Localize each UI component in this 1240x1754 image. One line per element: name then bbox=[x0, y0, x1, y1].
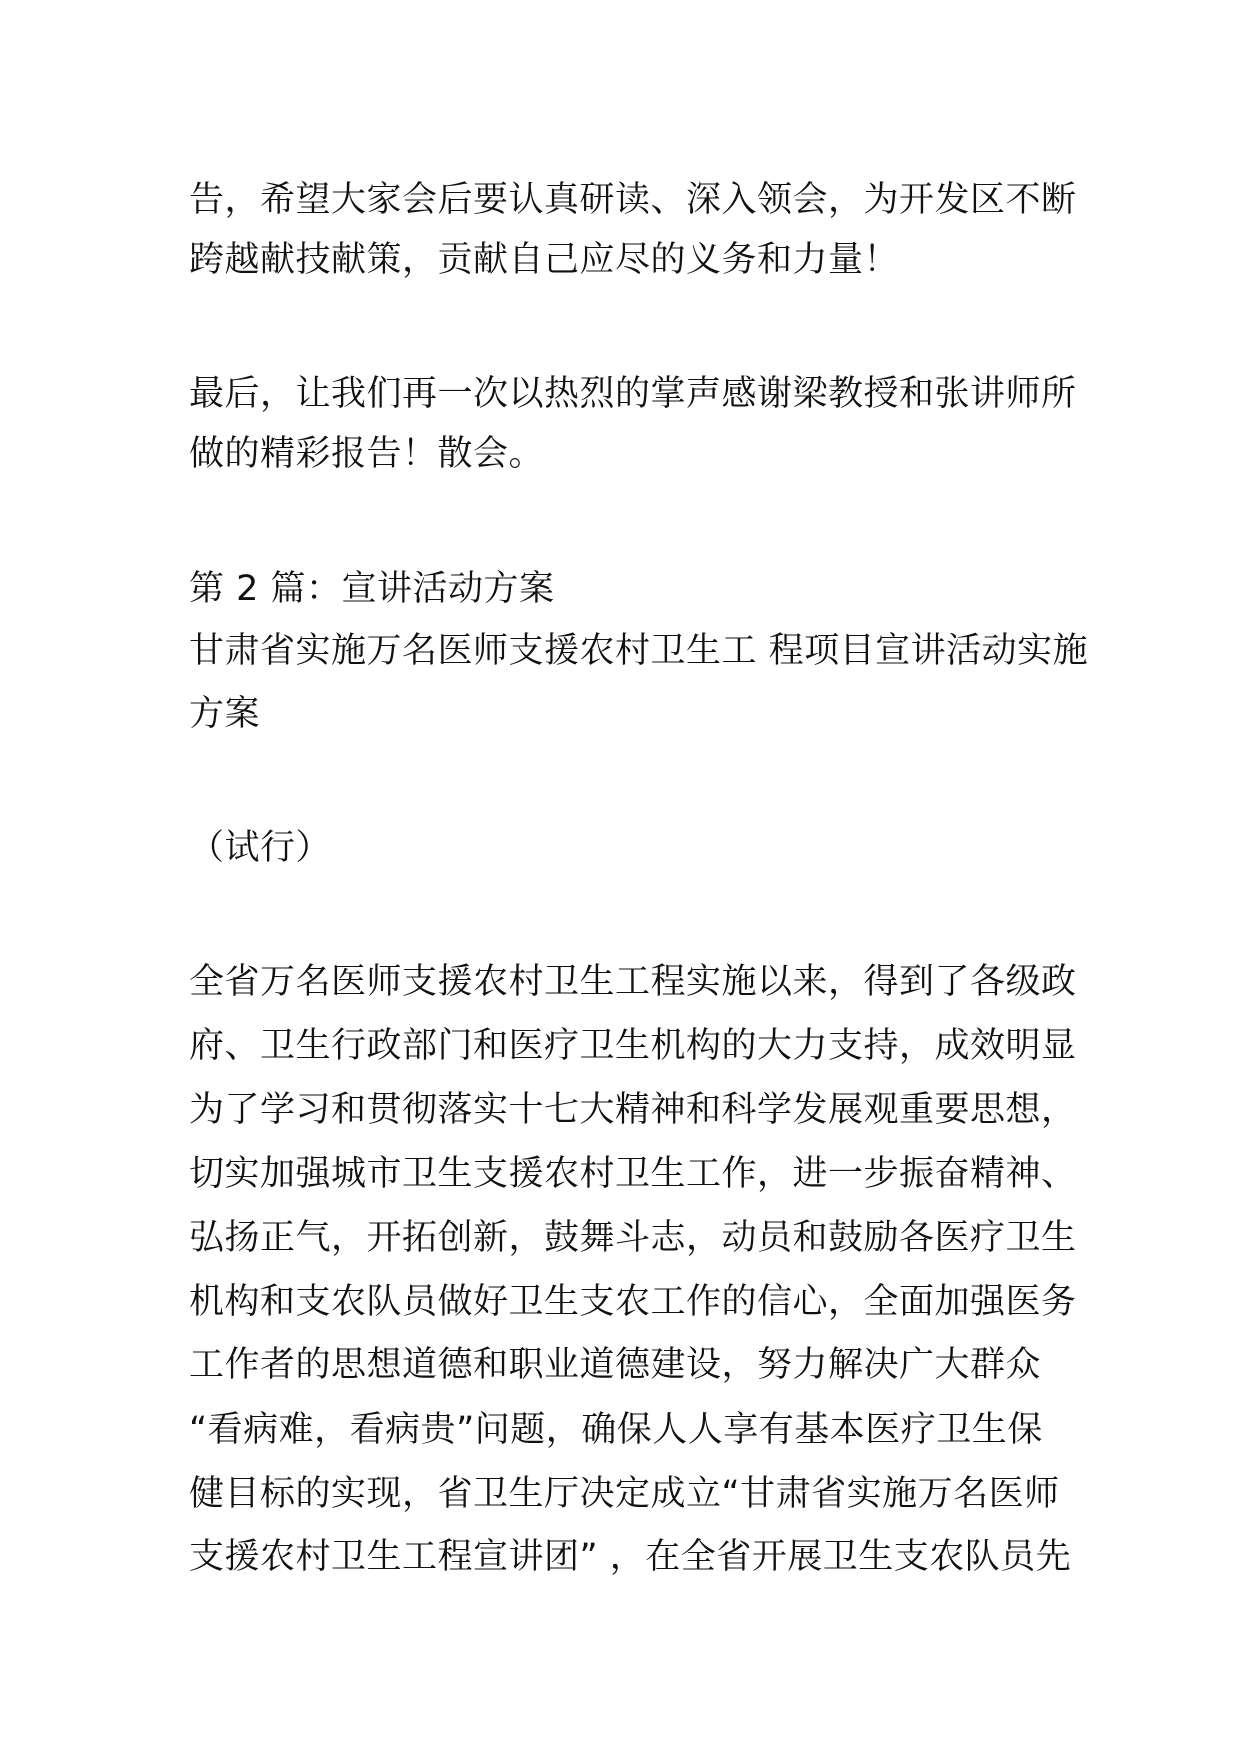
body-line: 为了学习和贯彻落实十七大精神和科学发展观重要思想， bbox=[189, 1090, 1077, 1130]
section-heading: 第 2 篇：宣讲活动方案 bbox=[189, 569, 555, 609]
body-line: 支援农村卫生工程宣讲团” ，在全省开展卫生支农队员先 bbox=[189, 1537, 1072, 1577]
document-subtitle: （试行） bbox=[189, 828, 332, 868]
body-line: 府、卫生行政部门和医疗卫生机构的大力支持，成效明显 bbox=[189, 1026, 1077, 1066]
body-line: 机构和支农队员做好卫生支农工作的信心，全面加强医务 bbox=[189, 1282, 1077, 1322]
body-line: 全省万名医师支援农村卫生工程实施以来，得到了各级政 bbox=[189, 962, 1077, 1002]
body-line: 健目标的实现，省卫生厅决定成立“甘肃省实施万名医师 bbox=[189, 1474, 1060, 1514]
body-line: 弘扬正气，开拓创新，鼓舞斗志，动员和鼓励各医疗卫生 bbox=[189, 1218, 1077, 1258]
body-line: 切实加强城市卫生支援农村卫生工作，进一步振奋精神、 bbox=[189, 1154, 1077, 1194]
paragraph-line: 告，希望大家会后要认真研读、深入领会，为开发区不断 bbox=[189, 180, 1077, 220]
body-line: “看病难，看病贵”问题，确保人人享有基本医疗卫生保 bbox=[189, 1410, 1043, 1450]
paragraph-line: 最后，让我们再一次以热烈的掌声感谢梁教授和张讲师所 bbox=[189, 374, 1077, 414]
document-title-line: 方案 bbox=[189, 694, 261, 734]
paragraph-line: 跨越献技献策，贡献自己应尽的义务和力量！ bbox=[189, 240, 900, 280]
document-title-line: 甘肃省实施万名医师支援农村卫生工 程项目宣讲活动实施 bbox=[189, 631, 1089, 671]
body-line: 工作者的思想道德和职业道德建设，努力解决广大群众 bbox=[189, 1345, 1042, 1385]
paragraph-line: 做的精彩报告！散会。 bbox=[189, 434, 545, 474]
